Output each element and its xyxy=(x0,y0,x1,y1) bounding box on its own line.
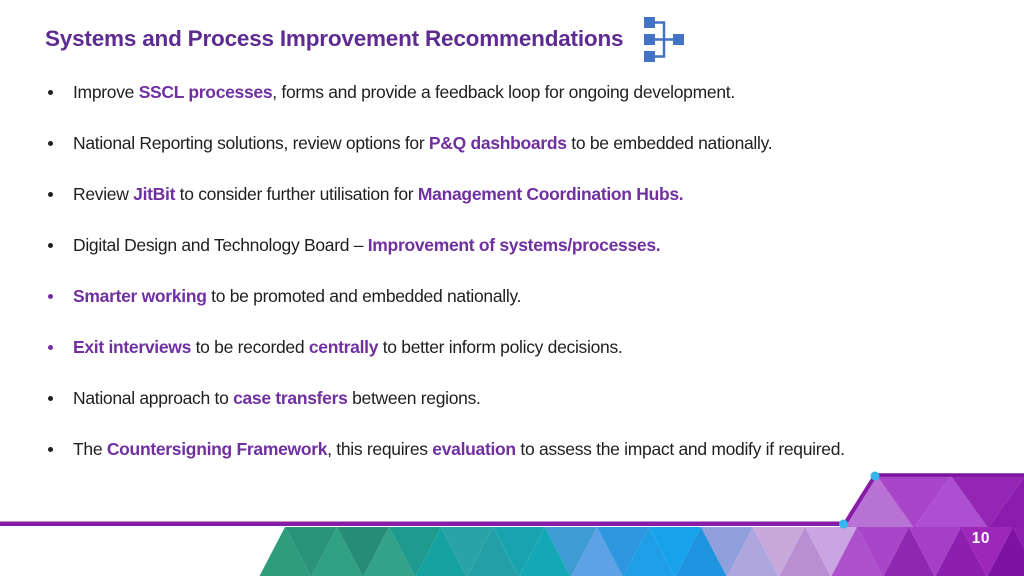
bullet-dot xyxy=(48,345,53,350)
bullet-text: Exit interviews to be recorded centrally to better inform policy decisions. xyxy=(73,337,623,357)
bullet-item xyxy=(45,82,994,103)
bullet-item xyxy=(45,133,994,154)
bullet-dot xyxy=(48,447,53,452)
bullet-dot xyxy=(48,90,53,95)
bullet-text: National Reporting solutions, review options for P&Q dashboards to be embedded nationally. xyxy=(73,133,773,153)
bullet-item xyxy=(45,337,994,358)
bullet-item xyxy=(45,388,994,409)
footer-decoration xyxy=(0,466,1024,576)
bullet-dot xyxy=(48,294,53,299)
bullet-item xyxy=(45,286,994,307)
page-title: Systems and Process Improvement Recommendations xyxy=(45,26,624,51)
bullet-text: Review JitBit to consider further utilisation for Management Coordination Hubs. xyxy=(73,184,684,204)
bullet-text: National approach to case transfers between regions. xyxy=(73,388,481,408)
bullet-dot xyxy=(48,243,53,248)
bullet-item xyxy=(45,439,994,460)
bullet-text: Digital Design and Technology Board – Improvement of systems/processes. xyxy=(73,235,661,255)
slide-header xyxy=(45,14,685,64)
hierarchy-icon xyxy=(639,14,685,64)
bullet-text: Improve SSCL processes, forms and provide a feedback loop for ongoing development. xyxy=(73,82,735,102)
bullet-text: The Countersigning Framework, this requires evaluation to assess the impact and modify if required. xyxy=(73,439,845,459)
page-number: 10 xyxy=(971,530,990,547)
bullet-dot xyxy=(48,192,53,197)
bullet-text: Smarter working to be promoted and embedded nationally. xyxy=(73,286,522,306)
bullet-item xyxy=(45,235,994,256)
bullet-dot xyxy=(48,141,53,146)
bullet-dot xyxy=(48,396,53,401)
bullet-item xyxy=(45,184,994,205)
